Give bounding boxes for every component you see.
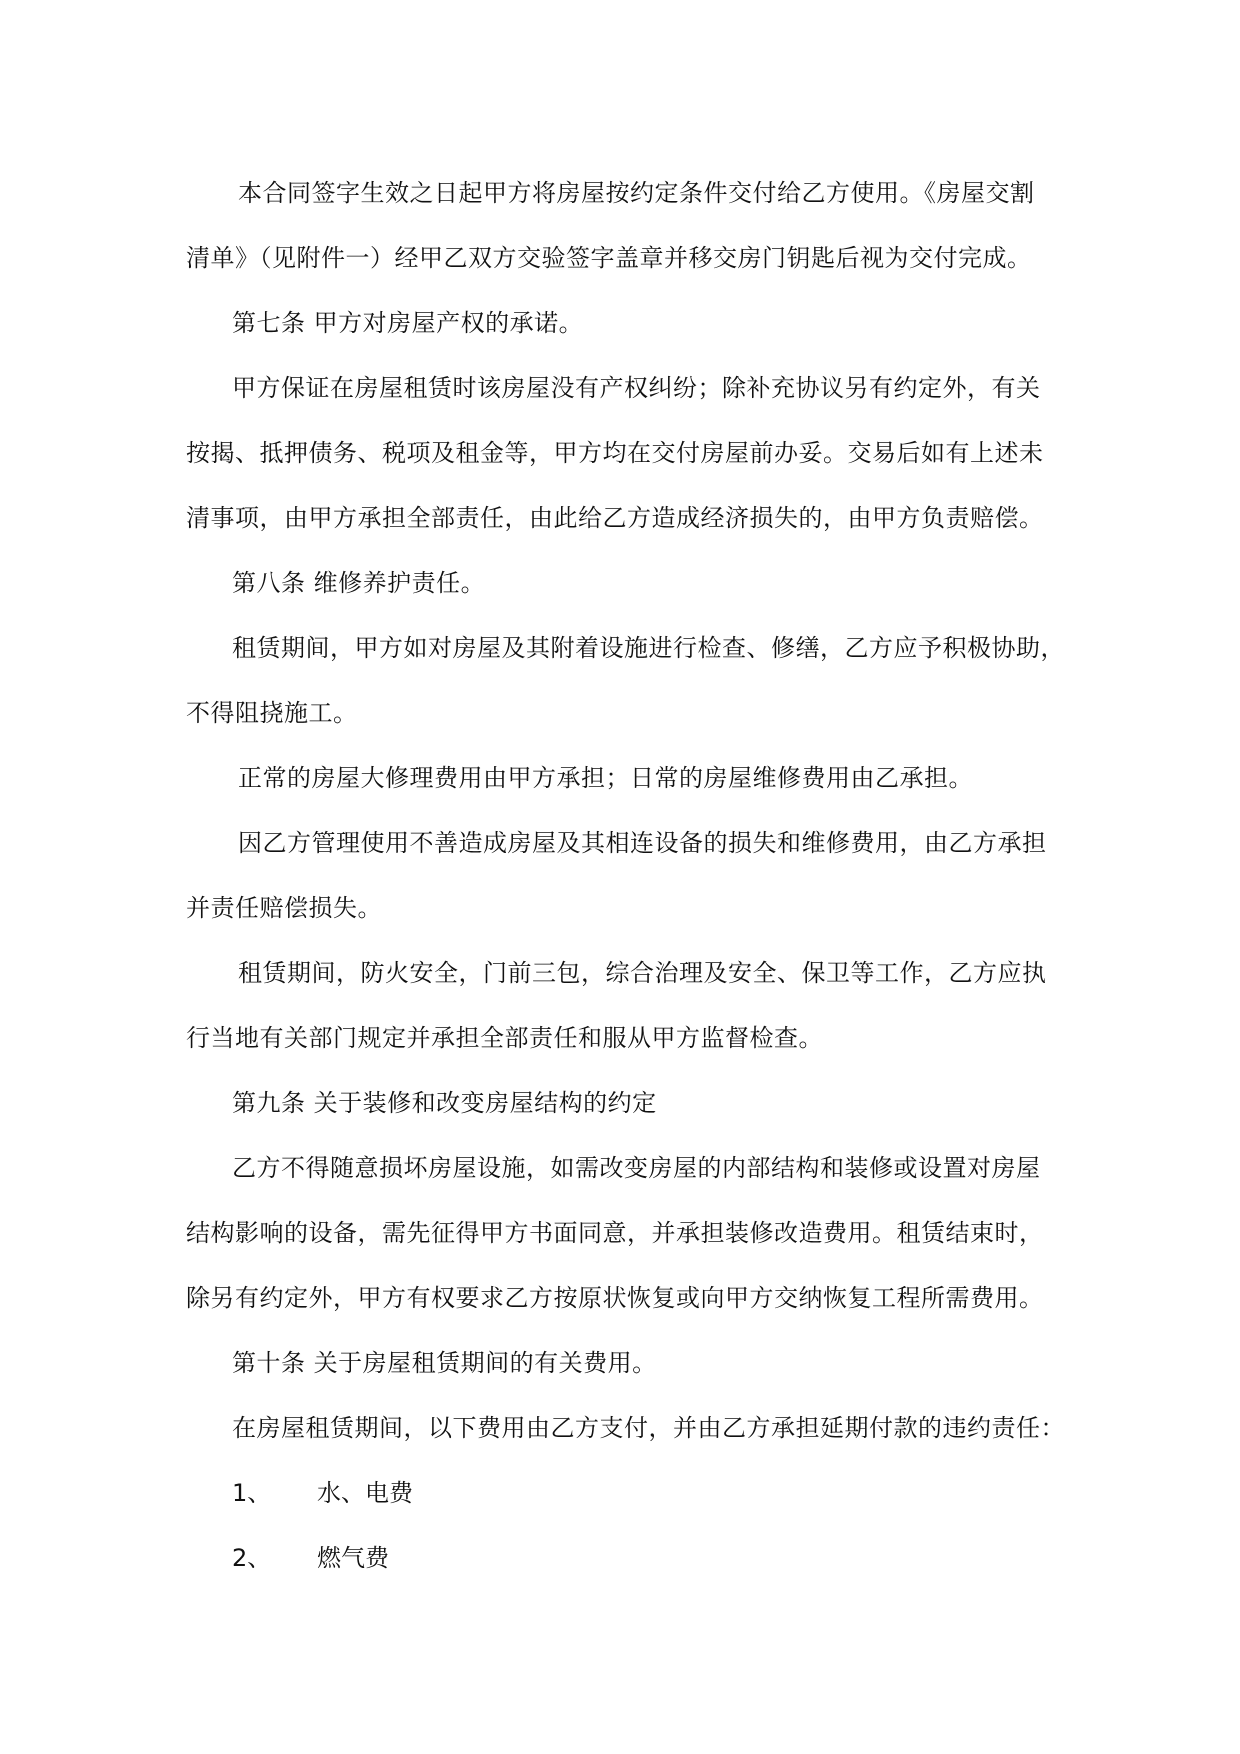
list-item-text: 燃气费 (317, 1544, 389, 1572)
text-line: 行当地有关部门规定并承担全部责任和服从甲方监督检查。 (186, 1024, 823, 1052)
text-line: 因乙方管理使用不善造成房屋及其相连设备的损失和维修费用，由乙方承担 (238, 829, 1047, 857)
text-line: 在房屋租赁期间，以下费用由乙方支付，并由乙方承担延期付款的违约责任： (232, 1414, 1065, 1442)
text-line: 本合同签字生效之日起甲方将房屋按约定条件交付给乙方使用。《房屋交割 (238, 179, 1035, 207)
text-line: 甲方保证在房屋租赁时该房屋没有产权纠纷；除补充协议另有约定外，有关 (232, 374, 1041, 402)
list-item-number: 1、 (232, 1479, 272, 1507)
text-line: 并责任赔偿损失。 (186, 894, 382, 922)
text-line: 按揭、抵押债务、税项及租金等，甲方均在交付房屋前办妥。交易后如有上述未 (186, 439, 1044, 467)
section-heading-article-9: 第九条 关于装修和改变房屋结构的约定 (232, 1089, 657, 1117)
text-line: 乙方不得随意损坏房屋设施，如需改变房屋的内部结构和装修或设置对房屋 (232, 1154, 1041, 1182)
section-heading-article-7: 第七条 甲方对房屋产权的承诺。 (232, 309, 584, 337)
text-line: 清事项，由甲方承担全部责任，由此给乙方造成经济损失的，由甲方负责赔偿。 (186, 504, 1044, 532)
list-item-number: 2、 (232, 1544, 272, 1572)
text-line: 租赁期间，甲方如对房屋及其附着设施进行检查、修缮，乙方应予积极协助， (232, 634, 1065, 662)
text-line: 不得阻挠施工。 (186, 699, 358, 727)
list-item-text: 水、电费 (317, 1479, 413, 1507)
text-line: 清单》（见附件一）经甲乙双方交验签字盖章并移交房门钥匙后视为交付完成。 (186, 244, 1032, 272)
text-line: 租赁期间，防火安全，门前三包，综合治理及安全、保卫等工作，乙方应执 (238, 959, 1047, 987)
text-line: 除另有约定外，甲方有权要求乙方按原状恢复或向甲方交纳恢复工程所需费用。 (186, 1284, 1044, 1312)
text-line: 正常的房屋大修理费用由甲方承担；日常的房屋维修费用由乙承担。 (238, 764, 973, 792)
section-heading-article-8: 第八条 维修养护责任。 (232, 569, 486, 597)
text-line: 结构影响的设备，需先征得甲方书面同意，并承担装修改造费用。租赁结束时， (186, 1219, 1044, 1247)
section-heading-article-10: 第十条 关于房屋租赁期间的有关费用。 (232, 1349, 657, 1377)
